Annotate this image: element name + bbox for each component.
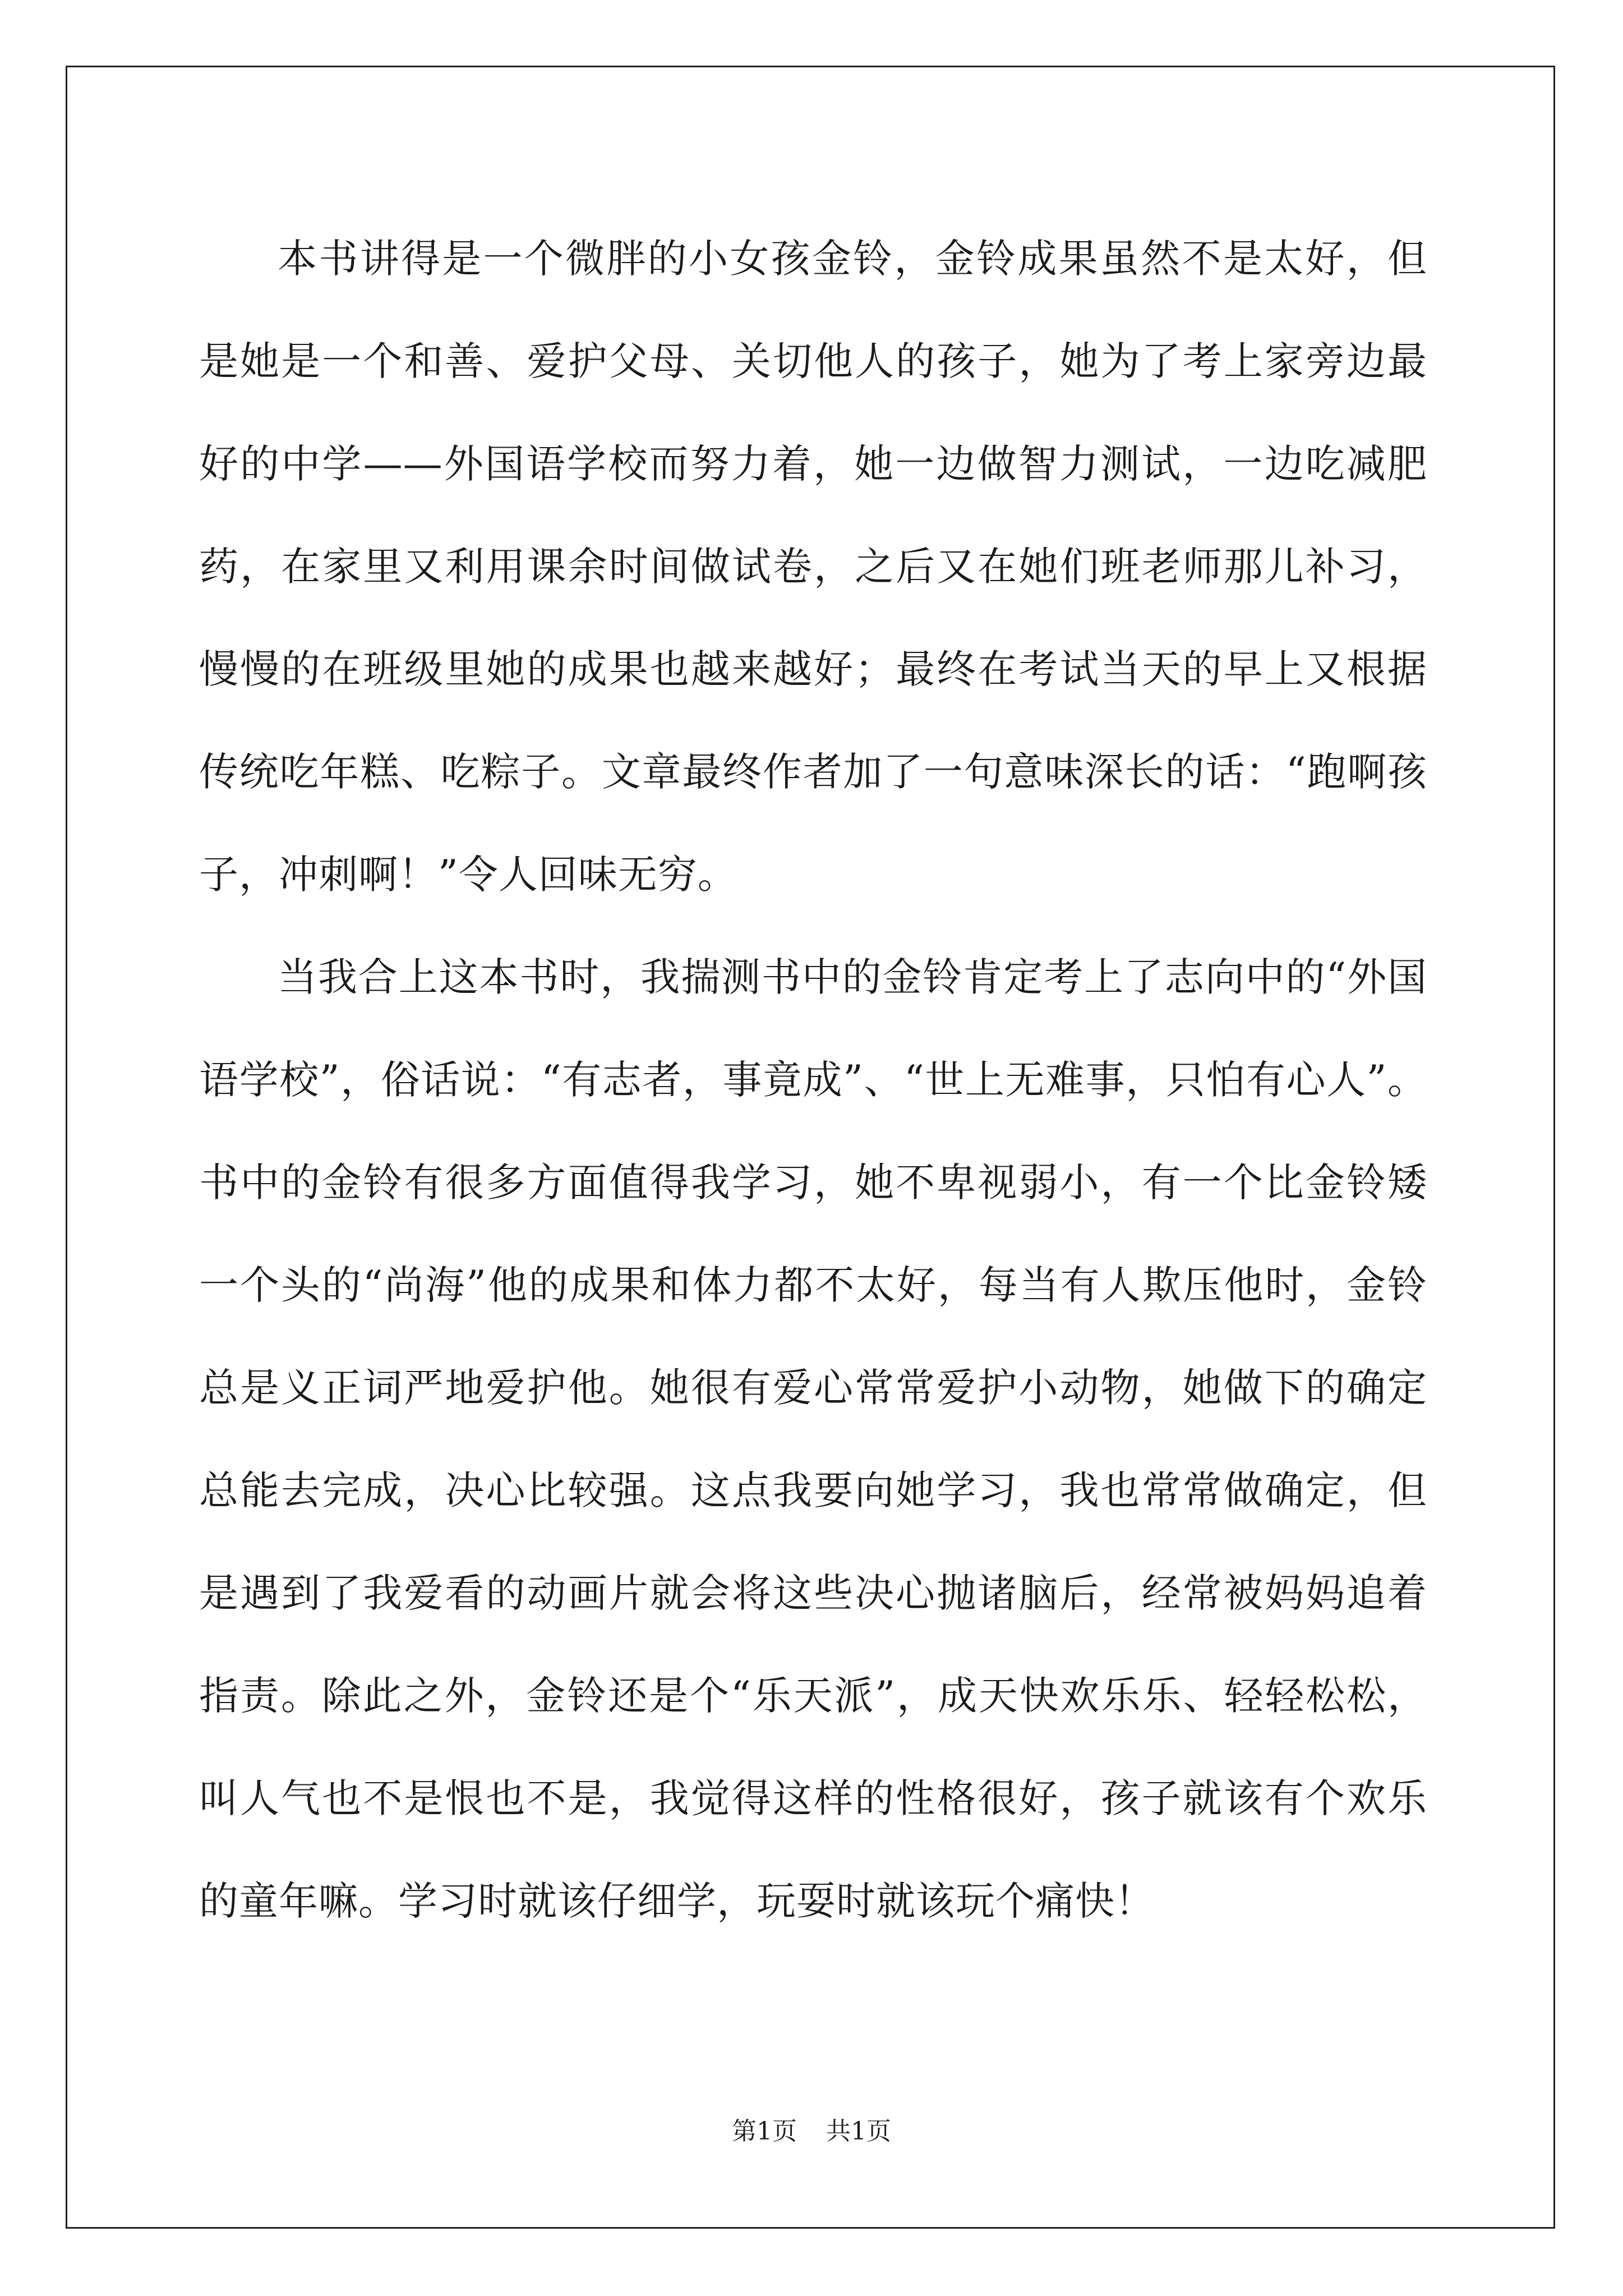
page-number: 第1页 [732,2117,797,2146]
page-total: 共1页 [826,2117,891,2146]
paragraph-2: 当我合上这本书时，我揣测书中的金铃肯定考上了志向中的“外国语学校”，俗话说：“有志者，事竟成”、“世上无难事，只怕有心人”。书中的金铃有很多方面值得我学习，她不卑视弱小，有一个比金铃矮一个头的“尚海”他的成果和体力都不太好，每当有人欺压他时，金铃总是义正词严地爱护他。她很有爱心常常爱护小动物，她做下的确定总能去完成，决心比较强。这点我要向她学习，我也常常做确定，但是遇到了我爱看的动画片就会将这些决心抛诸脑后，经常被妈妈追着指责。除此之外，金铃还是个“乐天派”，成天快欢乐乐、轻轻松松，叫人气也不是恨也不是，我觉得这样的性格很好，孩子就该有个欢乐的童年嘛。学习时就该仔细学，玩耍时就该玩个痛快！ [199,954,1427,1924]
document-body [199,208,1427,1953]
paragraph-1: 本书讲得是一个微胖的小女孩金铃，金铃成果虽然不是太好，但是她是一个和善、爱护父母、关切他人的孩子，她为了考上家旁边最好的中学——外国语学校而努力着，她一边做智力测试，一边吃减肥药，在家里又利用课余时间做试卷，之后又在她们班老师那儿补习，慢慢的在班级里她的成果也越来越好；最终在考试当天的早上又根据传统吃年糕、吃粽子。文章最终作者加了一句意味深长的话：“跑啊孩子，冲刺啊！”令人回味无穷。 [199,236,1427,898]
page-footer [0,2115,1623,2148]
